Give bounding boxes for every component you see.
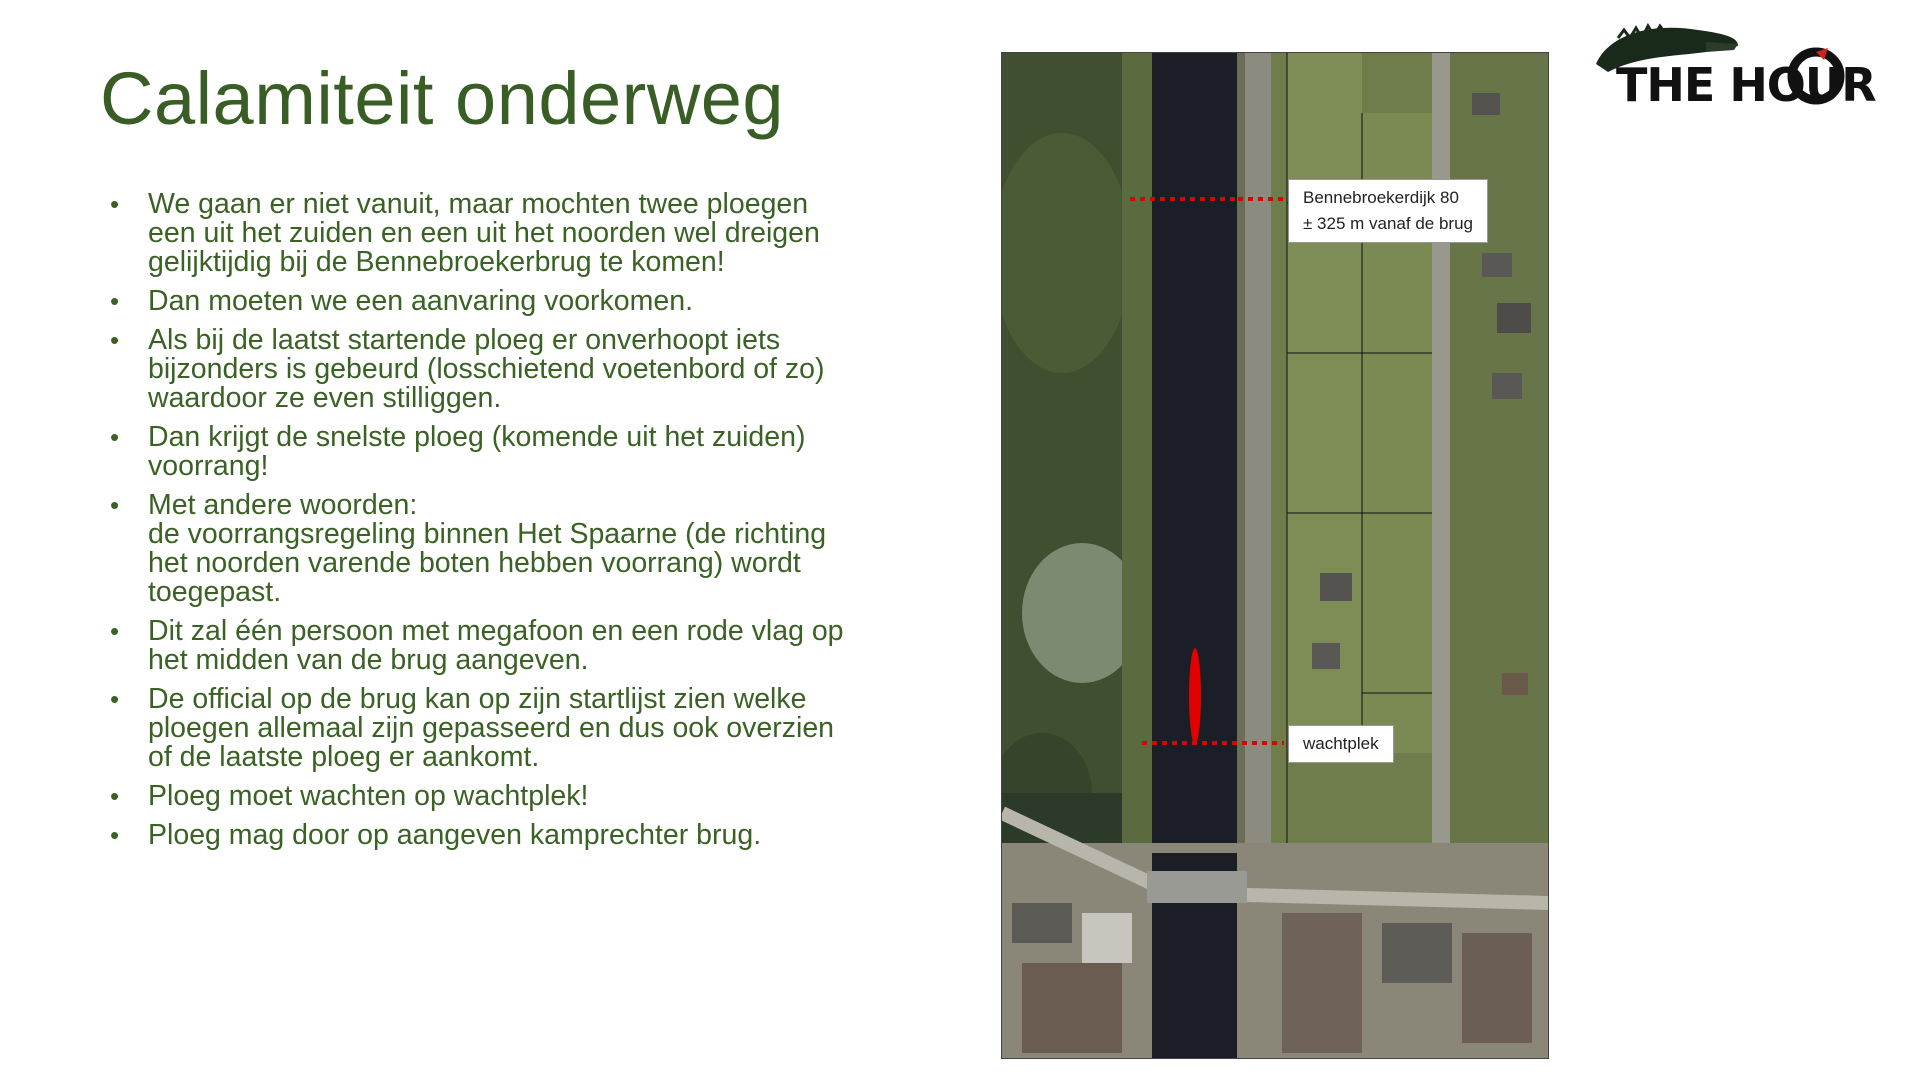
bullet-item [110, 617, 930, 675]
bullet-text: • We gaan er niet vanuit, maar mochten twee ploegen een uit het zuiden en een uit het noorden wel dreigen gelijktijdig bij de Bennebroekerbrug te komen! [148, 188, 820, 278]
bullet-item [110, 190, 930, 277]
bullet-item [110, 782, 930, 811]
map-label-bennebroekerdijk: Bennebroekerdijk 80 ± 325 m vanaf de brug [1288, 179, 1488, 243]
bullet-text: • Als bij de laatst startende ploeg er onverhoopt iets bijzonders is gebeurd (losschietend voetenbord of zo) waardoor ze even stilliggen. [148, 324, 825, 414]
logo-text: THE HOUR [1616, 58, 1876, 112]
slide-title: Calamiteit onderweg [100, 57, 785, 140]
boat-marker [1189, 648, 1201, 744]
bullet-list [110, 190, 930, 860]
map-label-wachtplek: wachtplek [1288, 725, 1394, 763]
bullet-text: • Dit zal één persoon met megafoon en een rode vlag op het midden van de brug aangeven. [148, 615, 844, 676]
bullet-item [110, 287, 930, 316]
bullet-text: • Met andere woorden: de voorrangsregeling binnen Het Spaarne (de richting het noorden varende boten hebben voorrang) wordt toegepast. [148, 489, 827, 608]
bullet-item [110, 326, 930, 413]
the-hour-logo [1588, 16, 1906, 126]
bullet-text: • De official op de brug kan op zijn startlijst zien welke ploegen allemaal zijn gepasseerd en dus ook overzien of de laatste ploeg er aankomt. [148, 683, 835, 773]
bullet-item [110, 821, 930, 850]
aerial-map [1001, 52, 1549, 1059]
bullet-item [110, 685, 930, 772]
bullet-item [110, 423, 930, 481]
bullet-text: • Ploeg mag door op aangeven kamprechter brug. [148, 819, 762, 851]
bullet-item [110, 491, 930, 607]
bullet-text: • Ploeg moet wachten op wachtplek! [148, 780, 589, 812]
bullet-text: • Dan moeten we een aanvaring voorkomen. [148, 285, 693, 317]
bullet-text: • Dan krijgt de snelste ploeg (komende uit het zuiden) voorrang! [148, 421, 806, 482]
bridge [1147, 871, 1247, 903]
